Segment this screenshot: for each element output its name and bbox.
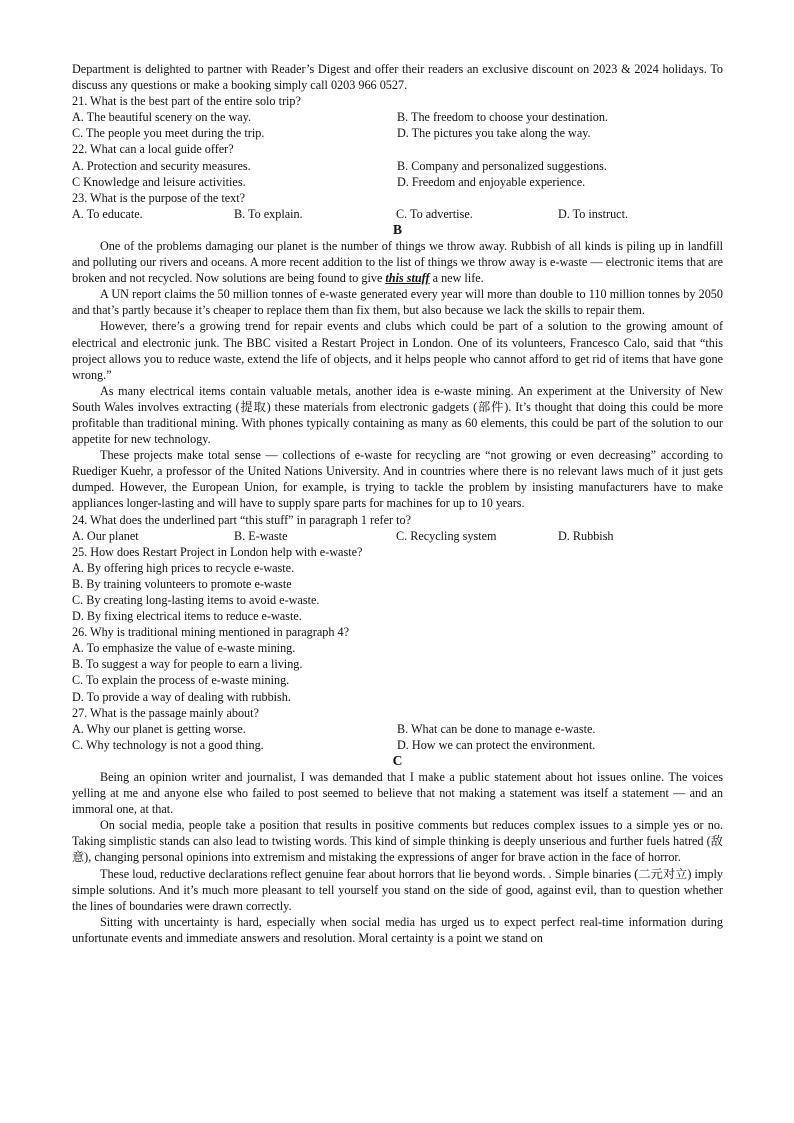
option-22-d: D. Freedom and enjoyable experience. xyxy=(397,174,586,189)
options-22 xyxy=(72,158,723,174)
option-27-a: A. Why our planet is getting worse. xyxy=(72,721,246,736)
question-24: 24. What does the underlined part “this stuff” in paragraph 1 refer to? xyxy=(72,512,411,527)
options-27-cd xyxy=(72,737,723,753)
section-b-heading: B xyxy=(392,221,402,237)
option-22-a: A. Protection and security measures. xyxy=(72,158,251,173)
option-26-a: A. To emphasize the value of e-waste mining. xyxy=(72,641,296,656)
section-b-paragraph-3: However, there’s a growing trend for repair events and clubs which could be part of a solution to the growing amount of electrical and electronic junk. The BBC visited a Restart Project in London. One of its volunteers, Francesco Calo, said that “this project allows you to reduce waste, extend the life of objects, and it helps people who cannot afford to get rid of items that have gone wrong.” xyxy=(72,319,723,382)
section-c-heading: C xyxy=(392,752,403,768)
option-23-c: C. To advertise. xyxy=(396,206,473,221)
options-24 xyxy=(72,528,723,544)
b-p1-text-before: One of the problems damaging our planet is the number of things we throw away. Rubbish of all kinds is piling up in landfill and polluting our rivers and oceans. A more recent addition to the list of things we throw away is e-waste — electronic items that are broken and not recycled. Now solutions are being found to give xyxy=(72,238,723,286)
underlined-this-stuff: this stuff xyxy=(385,271,430,286)
option-22-c: C Knowledge and leisure activities. xyxy=(72,174,246,189)
option-27-c: C. Why technology is not a good thing. xyxy=(72,737,264,752)
option-24-c: C. Recycling system xyxy=(396,528,497,543)
options-21-cd xyxy=(72,125,723,141)
question-21: 21. What is the best part of the entire solo trip? xyxy=(72,94,301,109)
options-21 xyxy=(72,109,723,125)
section-b-paragraph-2: A UN report claims the 50 million tonnes of e-waste generated every year will more than double to 110 million tonnes by 2050 and that’s partly because it’s cheaper to replace them than fix them, but also because we lack the skills to repair them. xyxy=(72,287,723,318)
section-c-paragraph-4: Sitting with uncertainty is hard, especially when social media has urged us to expect perfect real-time information during unfortunate events and immediate answers and resolution. Moral certainty is a point we stand on xyxy=(72,914,723,945)
b-p1-text-after: a new life. xyxy=(429,271,484,286)
option-24-d: D. Rubbish xyxy=(558,528,614,543)
option-21-c: C. The people you meet during the trip. xyxy=(72,126,265,141)
option-21-b: B. The freedom to choose your destination. xyxy=(397,110,608,125)
option-22-b: B. Company and personalized suggestions. xyxy=(397,158,607,173)
option-25-a: A. By offering high prices to recycle e-waste. xyxy=(72,560,295,575)
options-23 xyxy=(72,206,723,222)
option-23-a: A. To educate. xyxy=(72,206,143,221)
option-27-d: D. How we can protect the environment. xyxy=(397,737,596,752)
section-b-paragraph-5: These projects make total sense — collections of e-waste for recycling are “not growing or even decreasing” according to Ruediger Kuehr, a professor of the United Nations University. And in countries where there is no relevant laws much of it just gets dumped. However, the European Union, for example, is trying to tackle the problem by insisting manufacturers have to make appliances longer-lasting and will have to supply spare parts for machines for up to 10 years. xyxy=(72,448,723,511)
section-b-paragraph-4: As many electrical items contain valuable metals, another idea is e-waste mining. An experiment at the University of New South Wales involves extracting (提取) these materials from electronic gadgets (部件). It’s thought that doing this could be more profitable than traditional mining. With phones typically containing as many as 60 elements, this could be part of the solution to our appetite for new technology. xyxy=(72,383,723,447)
option-23-b: B. To explain. xyxy=(234,206,303,221)
options-22-cd xyxy=(72,174,723,190)
option-24-a: A. Our planet xyxy=(72,528,139,543)
question-23: 23. What is the purpose of the text? xyxy=(72,190,246,205)
question-25: 25. How does Restart Project in London help with e-waste? xyxy=(72,544,363,559)
section-b-paragraph-1 xyxy=(72,238,723,286)
option-25-d: D. By fixing electrical items to reduce e-waste. xyxy=(72,609,302,624)
options-27 xyxy=(72,721,723,737)
option-21-a: A. The beautiful scenery on the way. xyxy=(72,110,252,125)
question-26: 26. Why is traditional mining mentioned in paragraph 4? xyxy=(72,625,349,640)
section-c-paragraph-2: On social media, people take a position that results in positive comments but reduces complex issues to a simple yes or no. Taking simplistic stands can also lead to twisting words. This kind of simple thinking is deeply unserious and further fuels hatred (敌意), changing personal opinions into extremism and mistaking the expressions of anger for brave action in the face of horror. xyxy=(72,818,723,865)
option-26-c: C. To explain the process of e-waste mining. xyxy=(72,673,290,688)
exam-page xyxy=(72,61,723,946)
intro-paragraph: Department is delighted to partner with Reader’s Digest and offer their readers an exclusive discount on 2023 & 2024 holidays. To discuss any questions or make a booking simply call 0203 966 0527. xyxy=(72,62,723,93)
option-25-b: B. By training volunteers to promote e-waste xyxy=(72,576,292,591)
question-22: 22. What can a local guide offer? xyxy=(72,142,234,157)
option-24-b: B. E-waste xyxy=(234,528,288,543)
option-27-b: B. What can be done to manage e-waste. xyxy=(397,721,596,736)
option-25-c: C. By creating long-lasting items to avoid e-waste. xyxy=(72,593,320,607)
question-27: 27. What is the passage mainly about? xyxy=(72,705,259,720)
section-c-paragraph-3: These loud, reductive declarations reflect genuine fear about horrors that lie beyond words. . Simple binaries (二元对立) imply simple solutions. And it’s much more pleasant to tell yourself you stand on the side of good, against evil, than to question whether the lines of boundaries were drawn correctly. xyxy=(72,866,723,913)
option-21-d: D. The pictures you take along the way. xyxy=(397,126,591,141)
option-23-d: D. To instruct. xyxy=(558,206,629,221)
option-26-b: B. To suggest a way for people to earn a living. xyxy=(72,657,303,672)
option-26-d: D. To provide a way of dealing with rubbish. xyxy=(72,689,291,704)
section-c-paragraph-1: Being an opinion writer and journalist, I was demanded that I make a public statement about hot issues online. The voices yelling at me and anyone else who failed to post seemed to believe that not making a statement was itself a statement — and an immoral one, at that. xyxy=(72,769,723,817)
